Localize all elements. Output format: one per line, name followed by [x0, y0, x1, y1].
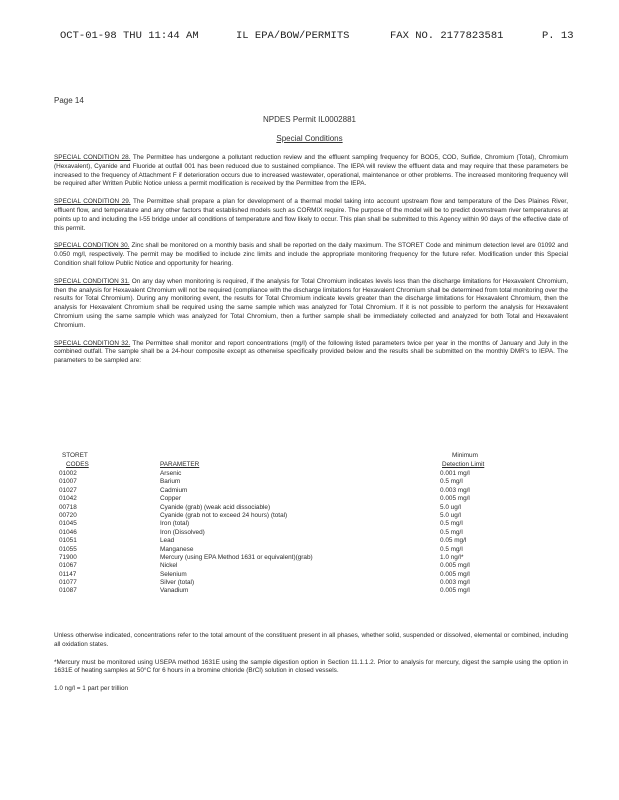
parameter-name: Copper	[160, 495, 181, 503]
table-row	[54, 520, 568, 528]
fax-date-time: OCT-01-98 THU 11:44 AM	[60, 30, 199, 42]
detection-limit: 0.003 mg/l	[440, 579, 470, 587]
condition-text: The Permittee shall monitor and report concentrations (mg/l) of the following listed parameters twice per year in the months of January and July in the combined outfall. The sample shall be a 24-hour composite except as otherwise specifically provided below and the results shall be submitted on the monthly DMR's to IEPA. The parameters to be sampled are:	[54, 339, 568, 365]
condition-text: Zinc shall be monitored on a monthly basis and shall be reported on the daily maximum. The STORET Code and minimum detection level are 01092 and 0.050 mg/l, respectively. The permit may be modified to include zinc limits and include the appropriate monitoring frequency for the future refer. Modification under this Special Condition shall follow Public Notice and opportunity for hearing.	[54, 242, 568, 267]
storet-code: 01051	[59, 537, 77, 545]
condition-heading: SPECIAL CONDITION 29.	[54, 198, 131, 206]
fax-number: FAX NO. 2177823581	[390, 30, 504, 42]
header-detection-limit: Detection Limit	[442, 461, 485, 468]
table-row	[54, 495, 568, 503]
table-row	[54, 579, 568, 587]
storet-code: 01042	[59, 495, 77, 503]
condition-heading: SPECIAL CONDITION 31.	[54, 277, 130, 285]
parameter-name: Silver (total)	[160, 579, 195, 587]
parameter-name: Arsenic	[160, 470, 182, 477]
header-parameter: PARAMETER	[160, 461, 200, 468]
section-title: Special Conditions	[276, 134, 343, 143]
footnote: Unless otherwise indicated, concentrations refer to the total amount of the constituent present in all phases, whether solid, suspended or dissolved, elemental or combined, including all oxidation states.	[54, 632, 568, 648]
parameter-name: Cyanide (grab not to exceed 24 hours) (total)	[160, 511, 288, 519]
condition-text: The Permittee has undergone a pollutant reduction review and the effluent sampling frequency for BOD5, COD, Sulfide, Chromium (Total), Chromium (Hexavalent), Cyanide and Fluoride at outfall 001 has been reduced due to sustained compliance. The IEPA will review the effluent data and may require that these parameters be increased to the frequency of Attachment F if deterioration occurs due to increased wastewater, operational, maintenance or other problems. The increased monitoring frequency will be required after Written Public Notice unless a permit modification is received by the Permittee from the IEPA.	[54, 154, 568, 188]
footnote: 1.0 ng/l = 1 part per trillion	[54, 685, 129, 693]
parameter-name: Iron (total)	[160, 520, 190, 528]
storet-code: 01002	[59, 470, 77, 477]
parameter-name: Cyanide (grab) (weak acid dissociable)	[160, 503, 271, 511]
table-row	[54, 571, 568, 579]
condition-heading: SPECIAL CONDITION 32.	[54, 339, 131, 347]
detection-limit: 0.005 mg/l	[440, 562, 470, 570]
storet-code: 01045	[59, 520, 77, 528]
parameter-name: Nickel	[160, 562, 178, 570]
storet-code: 01046	[59, 528, 77, 536]
header-codes: CODES	[66, 461, 89, 468]
storet-code: 01027	[59, 486, 77, 494]
table-row	[54, 546, 568, 554]
table-row	[54, 470, 568, 478]
condition-text: On any day when monitoring is required, if the analysis for Total Chromium indicates levels less than the discharge limitations for Hexavalent Chromium, then the analysis for Hexavalent Chromium will not be required (compliance with the discharge limitations for Hexavalent Chromium shall be determined from total monitoring over the results for Total Chromium). During any monitoring event, the results for Total Chromium indicate levels greater than the discharge limitations for Hexavalent Chromium, then the analysis for Hexavalent Chromium shall be required using the same sample which was analyzed for Total Chromium. If it is not possible to perform the analysis for Hexavalent Chromium using the same sample which was analyzed for Total Chromium, then a further sample shall be immediately collected and analyzed for both Total and Hexavalent Chromium.	[54, 277, 568, 329]
table-header	[54, 452, 568, 470]
parameter-name: Manganese	[160, 545, 194, 553]
storet-code: 00718	[59, 503, 77, 511]
storet-code: 01067	[59, 562, 77, 570]
condition-heading: SPECIAL CONDITION 28.	[54, 154, 131, 161]
special-condition-paragraph	[54, 198, 568, 233]
table-row	[54, 504, 568, 512]
detection-limit: 0.005 mg/l	[440, 570, 470, 578]
detection-limit: 5.0 ug/l	[440, 511, 461, 519]
special-condition-paragraph	[54, 340, 568, 366]
table-row	[54, 478, 568, 486]
table-row	[54, 554, 568, 562]
table-row	[54, 587, 568, 595]
table-row	[54, 537, 568, 545]
storet-code: 01055	[59, 545, 77, 553]
parameter-name: Lead	[160, 537, 175, 545]
header-storet: STORET	[62, 452, 88, 459]
detection-limit: 1.0 ng/l*	[440, 553, 464, 561]
footnote: *Mercury must be monitored using USEPA method 1631E using the sample digestion option in Section 11.1.1.2. Prior to analysis for mercury, digest the sample using the option in 1631E of heating samples at 50°C for 6 hours in a bromine chloride (BrCl) solution in closed vessels.	[54, 658, 568, 675]
detection-limit: 0.05 mg/l	[440, 537, 467, 545]
fax-page-number: P. 13	[542, 30, 574, 42]
storet-code: 01147	[59, 570, 77, 578]
parameter-name: Cadmium	[160, 486, 188, 494]
detection-limit: 0.005 mg/l	[440, 587, 470, 595]
table-row	[54, 562, 568, 570]
detection-limit: 5.0 ug/l	[440, 503, 461, 511]
fax-sender: IL EPA/BOW/PERMITS	[236, 30, 350, 42]
footnotes	[54, 632, 568, 703]
detection-limit: 0.5 mg/l	[440, 478, 463, 486]
special-conditions-body	[54, 154, 568, 375]
storet-code: 71900	[59, 553, 77, 561]
permit-title: NPDES Permit IL0002881	[263, 115, 356, 124]
storet-code: 01007	[59, 478, 77, 486]
detection-limit: 0.003 mg/l	[440, 486, 470, 494]
special-condition-paragraph	[54, 278, 568, 331]
condition-heading: SPECIAL CONDITION 30.	[54, 242, 130, 250]
storet-code: 00720	[59, 511, 77, 519]
header-minimum: Minimum	[452, 452, 478, 459]
parameter-name: Mercury (using EPA Method 1631 or equivalent)(grab)	[160, 553, 313, 561]
detection-limit: 0.5 mg/l	[440, 528, 463, 536]
table-row	[54, 529, 568, 537]
page-label: Page 14	[54, 96, 84, 105]
special-condition-paragraph	[54, 242, 568, 268]
storet-code: 01087	[59, 587, 77, 595]
parameter-name: Selenium	[160, 570, 187, 578]
condition-text: The Permittee shall prepare a plan for development of a thermal model taking into account upstream flow and temperature of the Des Plaines River, effluent flow, and temperature and any other factors that established models such as CORMIX require. The purpose of the model will be to predict downstream river temperatures at points up to and including the I-55 bridge under all conditions of temperature and flow likely to occur. This plan shall be submitted to this Agency within 90 days of the effective date of this permit.	[54, 198, 568, 232]
detection-limit: 0.001 mg/l	[440, 470, 470, 477]
parameter-name: Iron (Dissolved)	[160, 528, 205, 536]
fax-header	[60, 30, 580, 44]
parameter-name: Vanadium	[160, 587, 189, 595]
table-row	[54, 487, 568, 495]
parameter-name: Barium	[160, 478, 181, 486]
parameters-table	[54, 452, 568, 596]
storet-code: 01077	[59, 579, 77, 587]
table-row	[54, 512, 568, 520]
special-condition-paragraph	[54, 154, 568, 189]
detection-limit: 0.5 mg/l	[440, 520, 463, 528]
detection-limit: 0.005 mg/l	[440, 495, 470, 503]
detection-limit: 0.5 mg/l	[440, 545, 463, 553]
